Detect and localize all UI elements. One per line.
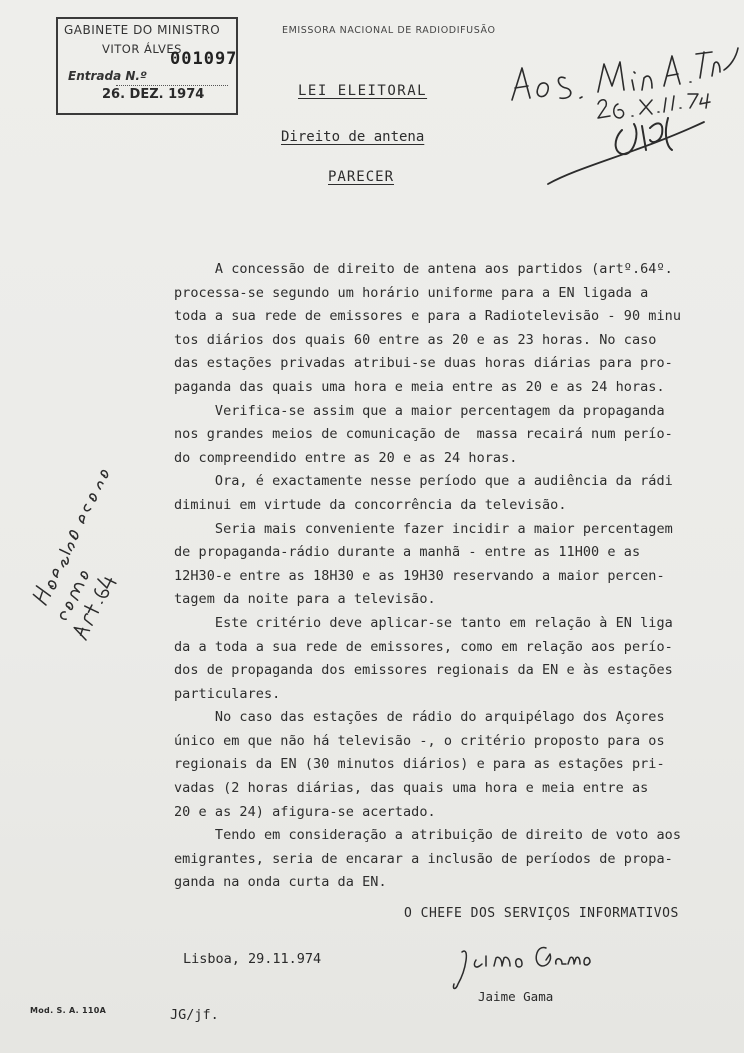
paragraph: Tendo em consideração a atribuição de direito de voto aos emigrantes, seria de encarar a inclusão de períodos de propa- ganda na onda curta da EN.: [174, 827, 682, 891]
reference-initials: JG/jf.: [170, 1007, 219, 1023]
annotation-top-handwriting: [512, 48, 738, 184]
signature-handwriting: [453, 947, 590, 988]
paragraph: No caso das estações de rádio do arquipélago dos Açores único em que não há televisão -, o critério proposto para os regionais da EN (30 minutos diários) e para as estações pri- vadas (2 horas diárias, das quais uma hora e meia entre as 20 e as 24) afigura-se acertado.: [174, 709, 665, 820]
stamp-office: GABINETE DO MINISTRO: [64, 23, 221, 37]
signatory-name: Jaime Gama: [478, 989, 554, 1004]
section-heading: PARECER: [328, 169, 395, 185]
stamp-entry-label: Entrada N.º: [68, 69, 147, 83]
paragraph: Este critério deve aplicar-se tanto em relação à EN liga da a toda a sua rede de emissores, como em relação aos perío- dos de propaganda dos emissores regionais da EN e às estações particulares.: [174, 614, 673, 702]
annotation-margin-handwriting: [31, 466, 117, 641]
paragraph: A concessão de direito de antena aos partidos (artº.64º. processa-se segundo um horário uniforme para a EN ligada a toda a sua rede de emissores e para a Radiotelevisão - 90 minu tos diários dos quais 60 entre as 20 e as 23 horas. No caso das estações privadas atribui-se duas horas diárias para pro- paganda das quais uma hora e meia entre as 20 e as 24 horas.: [174, 261, 682, 395]
paragraph: Verifica-se assim que a maior percentagem da propaganda nos grandes meios de comunicação de massa recairá num perío- do compreendido entre as 20 e as 24 horas.: [174, 402, 673, 466]
form-code: Mod. S. A. 110A: [30, 1006, 107, 1015]
place-date: Lisboa, 29.11.974: [183, 951, 322, 967]
paragraph: Seria mais conveniente fazer incidir a maior percentagem de propaganda-rádio durante a manhã - entre as 11H00 e as 12H30-e entre as 18H30 e as 19H30 reservando a maior percen- tagem da noite para a televisão.: [174, 520, 673, 608]
stamp-number: 001097: [170, 49, 238, 69]
paragraph: Ora, é exactamente nesse período que a audiência da rádi diminui em virtude da concorrência da televisão.: [174, 473, 673, 513]
document-title: LEI ELEITORAL: [298, 83, 428, 99]
signatory-title: O CHEFE DOS SERVIÇOS INFORMATIVOS: [404, 906, 679, 921]
letterhead: EMISSORA NACIONAL DE RADIODIFUSÃO: [282, 25, 496, 36]
document-subtitle: Direito de antena: [281, 129, 425, 145]
stamp-name: VITOR ÁLVES: [102, 42, 182, 56]
stamp-date: 26. DEZ. 1974: [102, 87, 205, 102]
